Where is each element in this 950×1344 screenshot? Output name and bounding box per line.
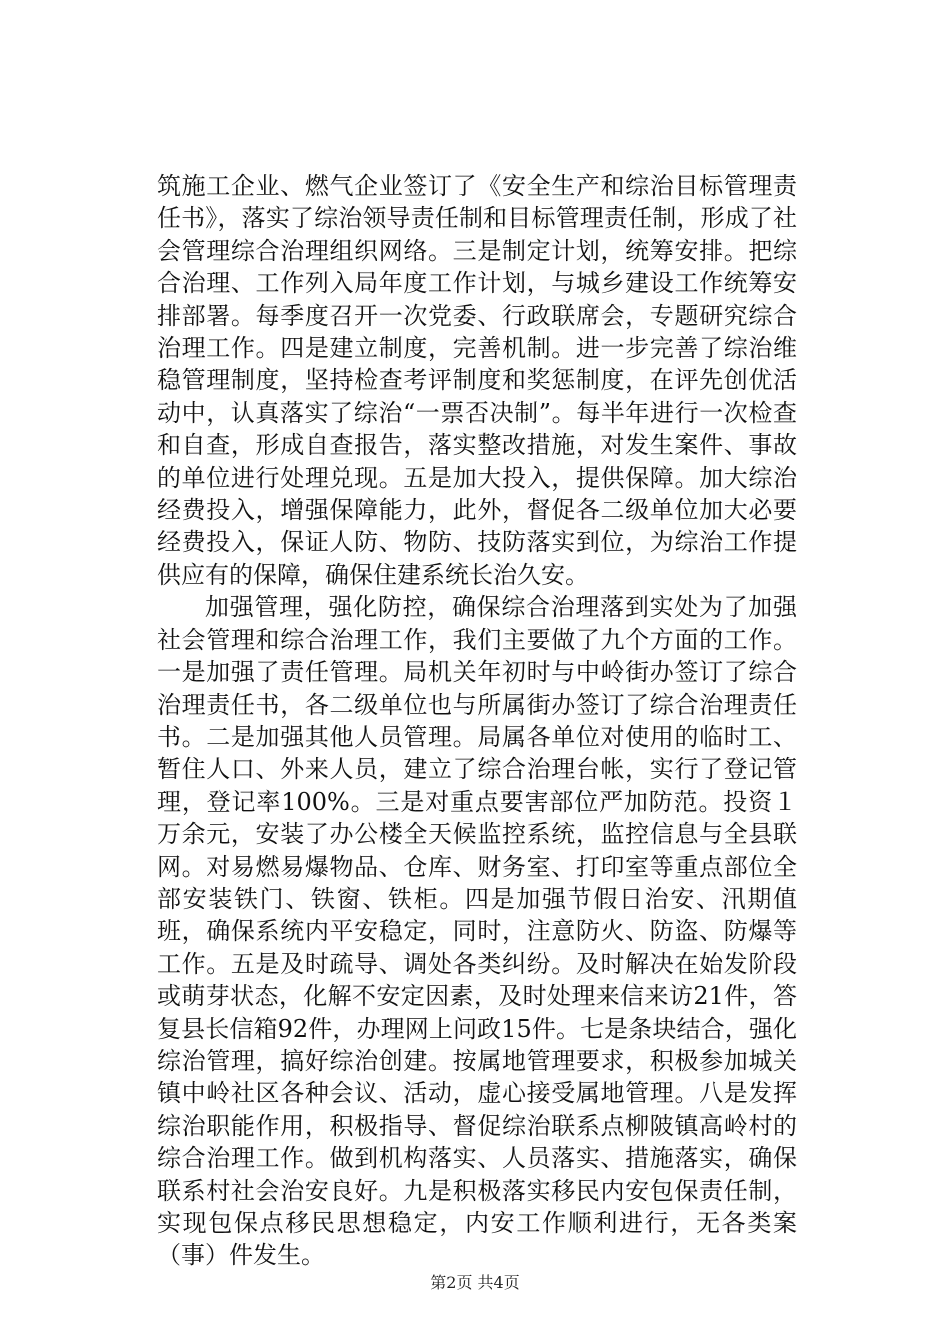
paragraph-management: 加强管理，强化防控，确保综合治理落到实处为了加强社会管理和综合治理工作，我们主要做了九个方面的工作。一是加强了责任管理。局机关年初时与中岭街办签订了综合治理责任书，各二级单位也与所属街办签订了综合治理责任书。二是加强其他人员管理。局属各单位对使用的临时工、暂住人口、外来人员，建立了综合治理台帐，实行了登记管理，登记率100%。三是对重点要害部位严加防范。投资１万余元，安装了办公楼全天候监控系统，监控信息与全县联网。对易燃易爆物品、仓库、财务室、打印室等重点部位全部安装铁门、铁窗、铁柜。四是加强节假日治安、汛期值班，确保系统内平安稳定，同时，注意防火、防盗、防爆等工作。五是及时疏导、调处各类纠纷。及时解决在始发阶段或萌芽状态，化解不安定因素，及时处理来信来访21件，答复县长信箱92件，办理网上问政15件。七是条块结合，强化综治管理，搞好综治创建。按属地管理要求，积极参加城关镇中岭社区各种会议、活动，虚心接受属地管理。八是发挥综治职能作用，积极指导、督促综治联系点柳陂镇高岭村的综合治理工作。做到机构落实、人员落实、措施落实，确保联系村社会治安良好。九是积极落实移民内安包保责任制，实现包保点移民思想稳定，内安工作顺利进行，无各类案（事）件发生。 [157,593,797,1270]
page-number-footer: 第2页 共4页 [430,1273,520,1292]
paragraph-continued: 筑施工企业、燃气企业签订了《安全生产和综治目标管理责任书》，落实了综治领导责任制和目标管理责任制，形成了社会管理综合治理组织网络。三是制定计划，统筹安排。把综合治理、工作列入局年度工作计划，与城乡建设工作统筹安排部署。每季度召开一次党委、行政联席会，专题研究综合治理工作。四是建立制度，完善机制。进一步完善了综治维稳管理制度，坚持检查考评制度和奖惩制度，在评先创优活动中，认真落实了综治“一票否决制”。每半年进行一次检查和自查，形成自查报告，落实整改措施，对发生案件、事故的单位进行处理兑现。五是加大投入，提供保障。加大综治经费投入，增强保障能力，此外，督促各二级单位加大必要经费投入，保证人防、物防、技防落实到位，为综治工作提供应有的保障，确保住建系统长治久安。 [157,172,797,589]
document-body [157,170,797,1272]
